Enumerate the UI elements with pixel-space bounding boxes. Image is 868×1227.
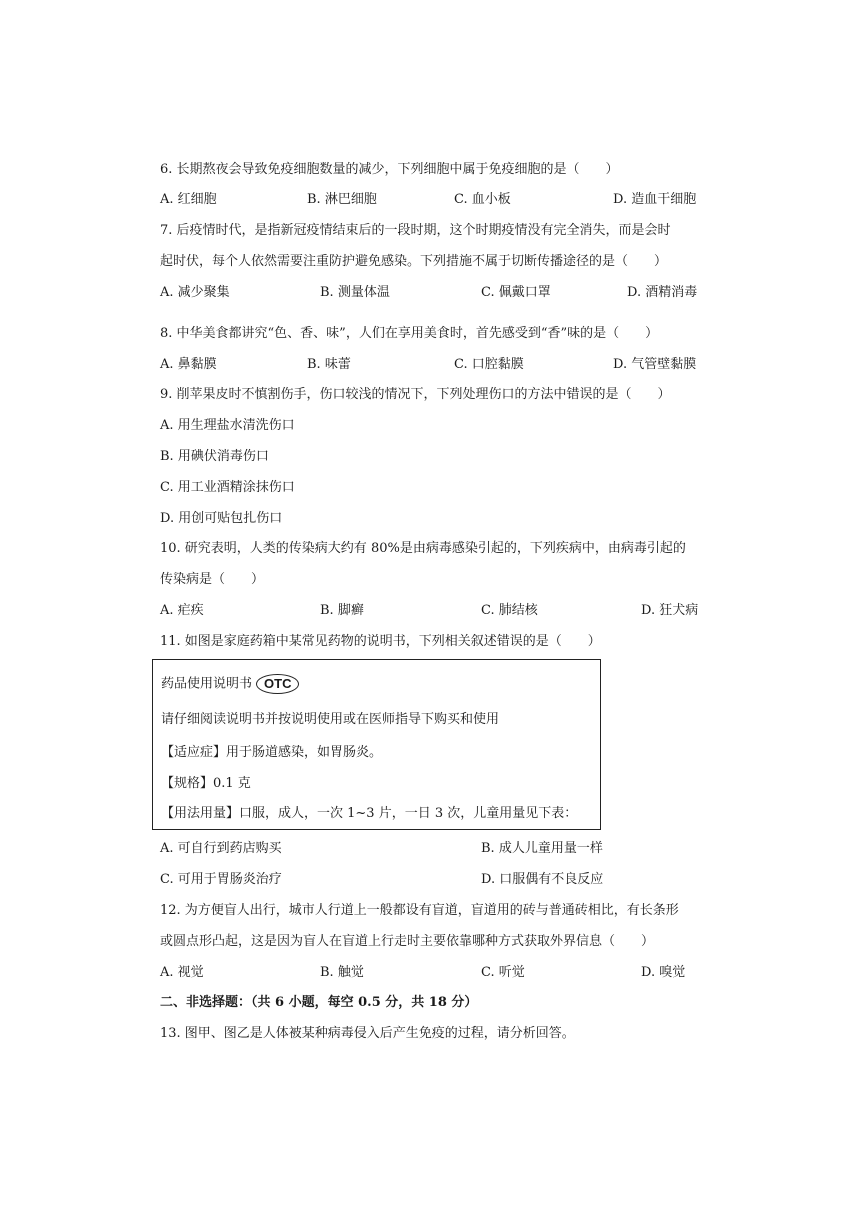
q10-option-c: C. 肺结核 <box>481 603 538 618</box>
drug-instruction-line4: 【用法用量】口服，成人，一次 1~3 片，一日 3 次，儿童用量见下表： <box>161 806 578 821</box>
q12-option-c: C. 听觉 <box>481 965 525 980</box>
q12-option-a: A. 视觉 <box>160 965 204 980</box>
q11-option-d: D. 口服偶有不良反应 <box>481 872 604 887</box>
q12-option-d: D. 嗅觉 <box>641 965 686 980</box>
question-8-stem: 8. 中华美食都讲究“色、香、味”，人们在享用美食时，首先感受到“香”味的是（ ） <box>160 326 659 341</box>
q7-option-c: C. 佩戴口罩 <box>481 285 551 300</box>
q6-option-d: D. 造血干细胞 <box>613 192 697 207</box>
drug-instruction-line3: 【规格】0.1 克 <box>161 776 251 791</box>
q11-option-a: A. 可自行到药店购买 <box>160 841 282 856</box>
drug-instruction-box <box>152 659 601 830</box>
question-9-stem: 9. 削苹果皮时不慎割伤手，伤口较浅的情况下，下列处理伤口的方法中错误的是（ ） <box>160 387 671 402</box>
otc-badge: OTC <box>256 674 299 694</box>
q9-option-b: B. 用碘伏消毒伤口 <box>160 449 269 464</box>
q8-option-a: A. 鼻黏膜 <box>160 357 217 372</box>
drug-instruction-line1: 请仔细阅读说明书并按说明使用或在医师指导下购买和使用 <box>161 712 500 727</box>
q8-option-c: C. 口腔黏膜 <box>454 357 524 372</box>
q6-option-c: C. 血小板 <box>454 192 511 207</box>
q11-option-b: B. 成人儿童用量一样 <box>481 841 603 856</box>
question-6-stem: 6. 长期熬夜会导致免疫细胞数量的减少，下列细胞中属于免疫细胞的是（ ） <box>160 162 619 177</box>
q7-option-b: B. 测量体温 <box>320 285 390 300</box>
q8-option-d: D. 气管壁黏膜 <box>613 357 697 372</box>
q10-option-d: D. 狂犬病 <box>641 603 699 618</box>
question-11-stem: 11. 如图是家庭药箱中某常见药物的说明书，下列相关叙述错误的是（ ） <box>160 634 601 649</box>
drug-instruction-title: 药品使用说明书 <box>161 676 253 692</box>
question-7-stem-line1: 7. 后疫情时代，是指新冠疫情结束后的一段时期，这个时期疫情没有完全消失，而是会时 <box>160 223 671 238</box>
drug-instruction-line2: 【适应症】用于肠道感染，如胃肠炎。 <box>161 745 383 760</box>
q10-option-b: B. 脚癣 <box>320 603 364 618</box>
drug-instruction-title-row <box>161 674 299 695</box>
question-10-stem-line2: 传染病是（ ） <box>160 572 265 587</box>
q9-option-c: C. 用工业酒精涂抹伤口 <box>160 480 295 495</box>
q6-option-b: B. 淋巴细胞 <box>307 192 377 207</box>
section-2-heading: 二、非选择题：（共 6 小题，每空 0.5 分，共 18 分） <box>160 995 478 1010</box>
q11-option-c: C. 可用于胃肠炎治疗 <box>160 872 282 887</box>
q8-option-b: B. 味蕾 <box>307 357 351 372</box>
q9-option-a: A. 用生理盐水清洗伤口 <box>160 418 295 433</box>
q9-option-d: D. 用创可贴包扎伤口 <box>160 511 283 526</box>
question-10-stem-line1: 10. 研究表明，人类的传染病大约有 80%是由病毒感染引起的，下列疾病中，由病毒引起的 <box>160 541 686 556</box>
question-12-stem-line1: 12. 为方便盲人出行，城市人行道上一般都设有盲道，盲道用的砖与普通砖相比，有长条形 <box>160 903 679 918</box>
question-13-stem: 13. 图甲、图乙是人体被某种病毒侵入后产生免疫的过程，请分析回答。 <box>160 1026 575 1041</box>
q6-option-a: A. 红细胞 <box>160 192 217 207</box>
q12-option-b: B. 触觉 <box>320 965 364 980</box>
q10-option-a: A. 疟疾 <box>160 603 204 618</box>
question-7-stem-line2: 起时伏，每个人依然需要注重防护避免感染。下列措施不属于切断传播途径的是（ ） <box>160 254 668 269</box>
q7-option-d: D. 酒精消毒 <box>627 285 698 300</box>
question-12-stem-line2: 或圆点形凸起，这是因为盲人在盲道上行走时主要依靠哪种方式获取外界信息（ ） <box>160 934 655 949</box>
q7-option-a: A. 减少聚集 <box>160 285 230 300</box>
